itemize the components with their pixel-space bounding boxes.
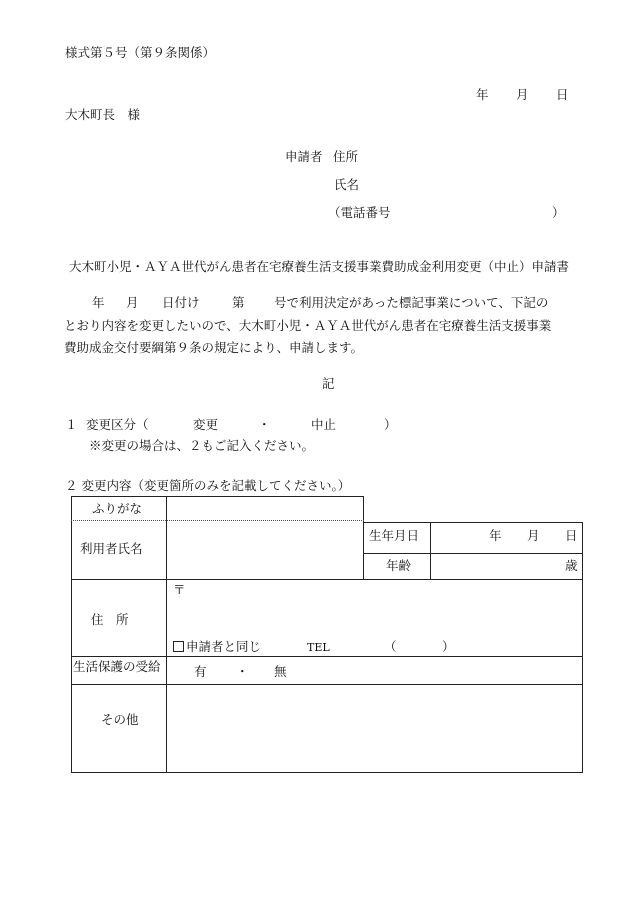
tel-open: （	[384, 639, 397, 654]
furigana-field[interactable]	[168, 499, 362, 519]
notice-heading: 記	[322, 376, 335, 391]
body-number: 第	[232, 295, 245, 310]
body-day-ref: 日付け	[162, 295, 200, 310]
date-day-label: 日	[556, 87, 569, 102]
addressee: 大木町長 様	[65, 107, 141, 122]
body-line2: とおり内容を変更したいので、大木町小児・ＡＹＡ世代がん患者在宅療養生活支援事業	[64, 318, 552, 333]
address-label: 住 所	[91, 612, 129, 627]
welfare-no[interactable]: 無	[274, 664, 287, 679]
age-unit: 歳	[565, 558, 578, 573]
body-month: 月	[126, 295, 139, 310]
applicant-address-label: 住所	[333, 149, 359, 164]
furigana-label: ふりがな	[92, 501, 143, 516]
other-label: その他	[101, 712, 139, 727]
checkbox-icon	[173, 641, 184, 652]
tel-close: ）	[442, 639, 455, 654]
applicant-phone-open: （電話番号	[328, 205, 391, 220]
postal-mark: 〒	[173, 582, 186, 597]
body-line1-rest: 号で利用決定があった標記事業について、下記の	[274, 295, 549, 310]
section1-note: ※変更の場合は、２もご記入ください。	[89, 438, 315, 453]
birthdate-year: 年	[489, 528, 502, 543]
user-name-field[interactable]	[168, 523, 362, 578]
section1-label: 変更区分（	[86, 417, 149, 432]
welfare-label: 生活保護の受給	[73, 659, 161, 674]
applicant-name-label: 氏名	[334, 177, 360, 192]
option-change[interactable]: 変更	[193, 417, 219, 432]
birthdate-month: 月	[527, 528, 540, 543]
tel-label: TEL	[307, 641, 330, 654]
user-name-label: 利用者氏名	[80, 541, 143, 556]
date-year-label: 年	[476, 87, 489, 102]
age-label: 年齢	[386, 558, 412, 573]
birthdate-day: 日	[565, 528, 578, 543]
form-number: 様式第５号（第９条関係）	[65, 45, 216, 60]
section2-heading: ２ 変更内容（変更箇所のみを記載してください。）	[65, 478, 351, 493]
birthdate-label: 生年月日	[369, 528, 420, 543]
option-stop[interactable]: 中止	[311, 417, 337, 432]
other-field[interactable]	[168, 687, 580, 770]
document-title: 大木町小児・ＡＹＡ世代がん患者在宅療養生活支援事業費助成金利用変更（中止）申請書	[69, 259, 570, 274]
body-line3: 費助成金交付要綱第９条の規定により、申請します。	[64, 340, 364, 355]
section1-close: ）	[384, 417, 397, 432]
same-as-applicant-checkbox[interactable]	[173, 641, 261, 654]
same-as-applicant-label: 申請者と同じ	[186, 639, 262, 654]
section1-number: １	[65, 417, 78, 432]
applicant-phone-close: ）	[552, 205, 565, 220]
date-month-label: 月	[516, 87, 529, 102]
welfare-separator: ・	[236, 664, 249, 679]
applicant-label: 申請者	[285, 149, 323, 164]
address-field[interactable]	[168, 598, 580, 634]
option-separator: ・	[258, 417, 271, 432]
body-year: 年	[92, 295, 105, 310]
welfare-yes[interactable]: 有	[194, 664, 207, 679]
